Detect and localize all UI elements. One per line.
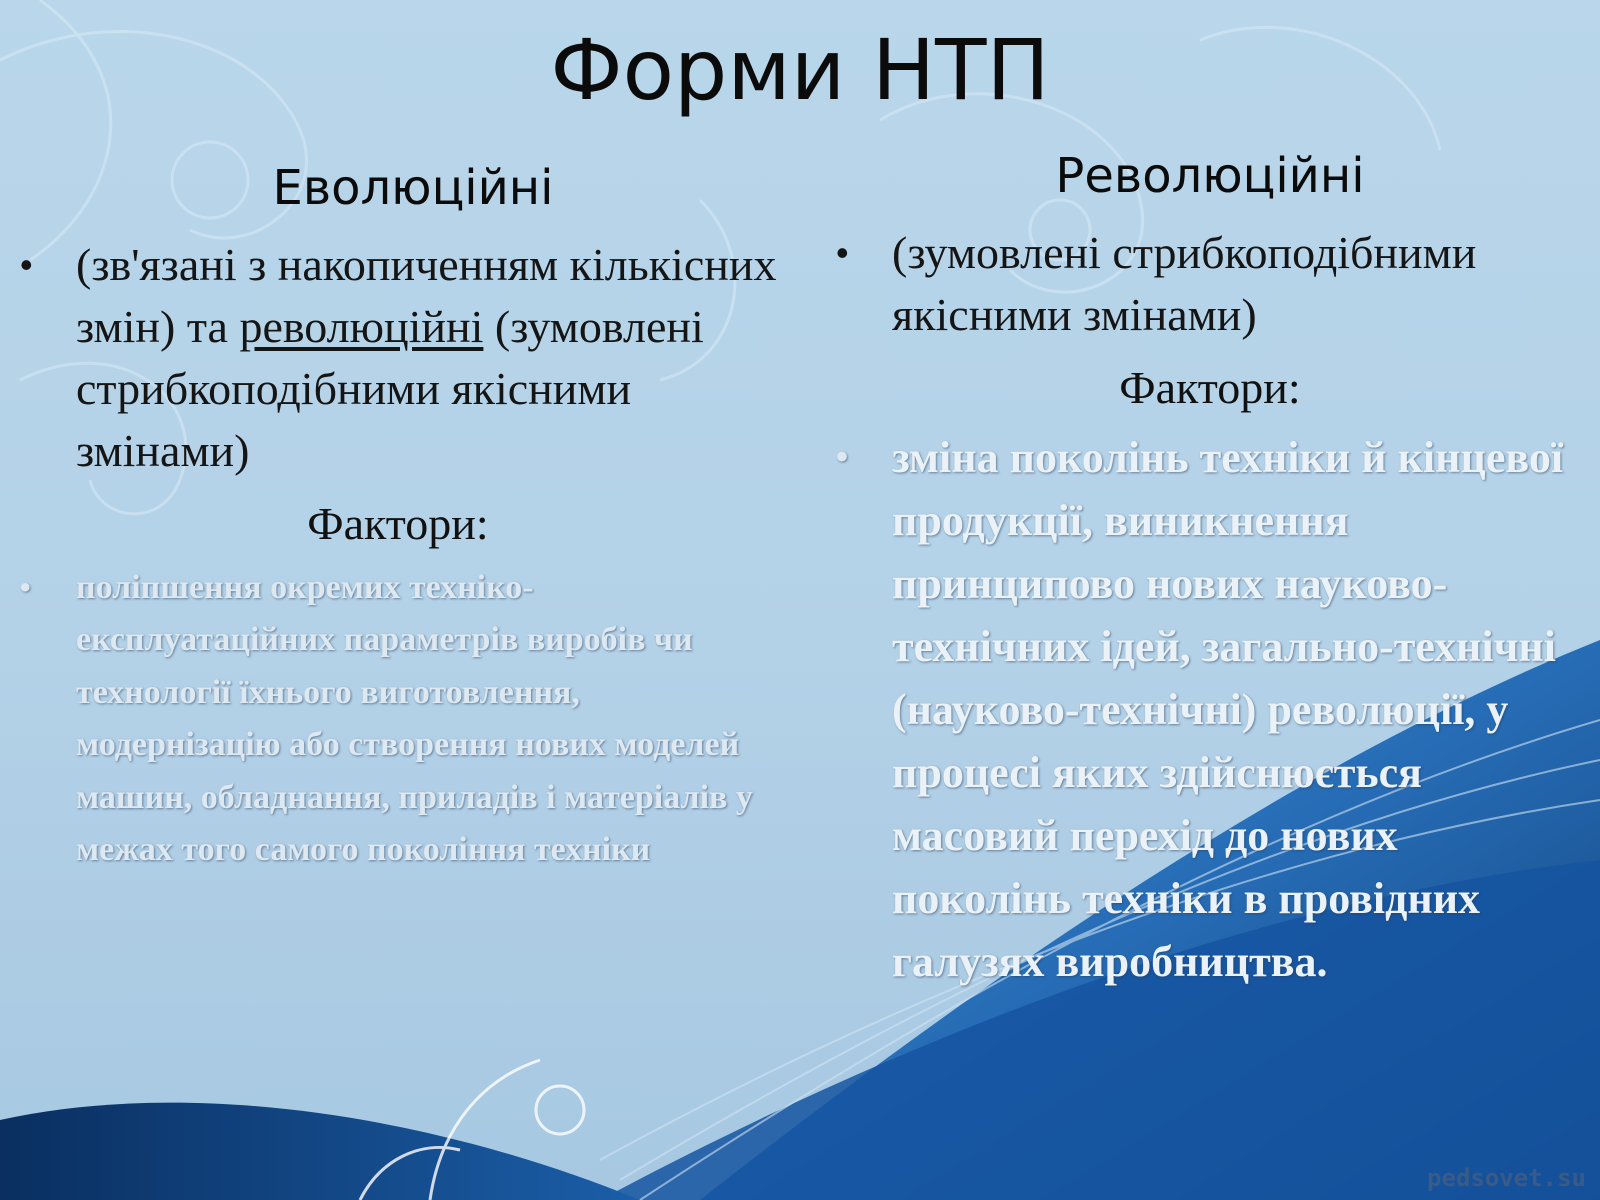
underlined-term: революційні — [239, 300, 484, 352]
description-text-end: (зумовлені стрибкоподібними якісними змінами) — [76, 300, 704, 476]
bullet-icon: • — [836, 231, 849, 273]
bullet-icon: • — [836, 437, 848, 476]
evolutionary-factors-heading: Фактори: — [307, 497, 489, 549]
revolutionary-description — [834, 222, 1586, 346]
revolutionary-factors-heading: Фактори: — [1119, 361, 1301, 413]
revolutionary-column — [834, 148, 1586, 993]
bullet-icon: • — [20, 243, 33, 285]
factor-text: поліпшення окремих техніко-експлуатаційних параметрів виробів чи технології їхнього виготовлення, модернізацію або створення нових моделей машин, обладнання, приладів і матеріалів у межах того самого покоління техніки — [76, 568, 753, 869]
evolutionary-column — [18, 160, 778, 877]
watermark: pedsovet.su — [1427, 1164, 1586, 1192]
evolutionary-heading: Еволюційні — [272, 160, 554, 216]
factor-text: зміна поколінь техніки й кінцевої продукції, виникнення принципово нових науково-технічних ідей, загально-технічні (науково-технічні) революції, у процесі яких здійснюється масовий перехід до нових поколінь техніки в провідних галузях виробництва. — [892, 432, 1564, 986]
evolutionary-description — [18, 234, 778, 482]
revolutionary-heading: Революційні — [1055, 148, 1365, 204]
description-text: (зв'язані з накопиченням кількісних змін) та — [76, 238, 777, 352]
revolutionary-factor — [834, 426, 1586, 993]
bullet-icon: • — [20, 570, 31, 604]
slide-title: Форми НТП — [550, 21, 1050, 119]
description-text: (зумовлені стрибкоподібними якісними змінами) — [892, 226, 1477, 340]
evolutionary-factor — [18, 562, 778, 877]
